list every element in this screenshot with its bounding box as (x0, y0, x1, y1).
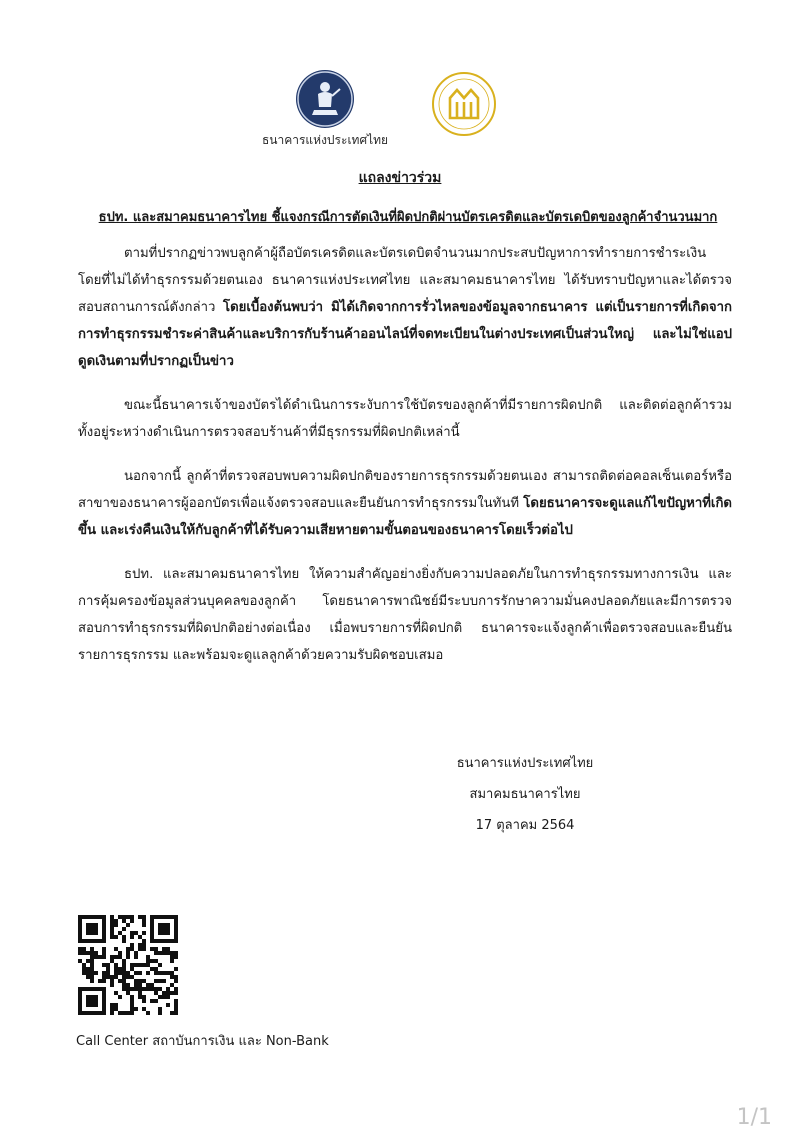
paragraph-1-bold: โดยเบื้องต้นพบว่า มิได้เกิดจากการรั่วไหลของข้อมูลจากธนาคาร แต่เป็นรายการที่เกิดจากการทำธุรกรรมชำระค่าสินค้าและบริการกับร้านค้าออนไลน์ที่จดทะเบียนในต่างประเทศเป็นส่วนใหญ่ และไม่ใช่แอปดูดเงินตามที่ปรากฏเป็นข่าว (78, 300, 733, 369)
document-headline: ธปท. และสมาคมธนาคารไทย ชี้แจงกรณีการตัดเงินที่ผิดปกติผ่านบัตรเครดิตและบัตรเดบิตของลูกค้าจำนวนมาก (98, 210, 718, 225)
paragraph-3-bold: โดยธนาคารจะดูแลแก้ไขปัญหาที่เกิดขึ้น และเร่งคืนเงินให้กับลูกค้าที่ได้รับความเสียหายตามขั้นตอนของธนาคารโดยเร็วต่อไป (78, 496, 732, 538)
thai-bankers-association-logo (430, 70, 498, 138)
signature-org-2: สมาคมธนาคารไทย (469, 787, 581, 802)
paragraph-3 (78, 463, 732, 544)
document-body (78, 240, 732, 686)
paragraph-3-text: นอกจากนี้ ลูกค้าที่ตรวจสอบพบความผิดปกติของรายการธุรกรรมด้วยตนเอง สามารถติดต่อคอลเซ็นเตอร์หรือสาขาของธนาคารผู้ออกบัตรเพื่อแจ้งตรวจสอบและยืนยันการทำธุรกรรมในทันที (78, 469, 732, 511)
document-type: แถลงข่าวร่วม (358, 170, 442, 186)
page-indicator: 1/1 (736, 1105, 772, 1130)
qr-code-icon[interactable] (78, 915, 178, 1015)
signature-org-1: ธนาคารแห่งประเทศไทย (456, 756, 594, 771)
bank-of-thailand-logo (296, 70, 354, 128)
signature-date: 17 ตุลาคม 2564 (475, 818, 575, 833)
qr-caption: Call Center สถาบันการเงิน และ Non-Bank (76, 1034, 329, 1049)
signature-block (430, 748, 620, 841)
paragraph-1-text: ตามที่ปรากฏข่าวพบลูกค้าผู้ถือบัตรเครดิตและบัตรเดบิตจำนวนมากประสบปัญหาการทำรายการชำระเงิน โดยที่ไม่ได้ทำธุรกรรมด้วยตนเอง ธนาคารแห่งประเทศไทย และสมาคมธนาคารไทย ได้รับทราบปัญหาและได้ตรวจสอบสถานการณ์ดังกล่าว (78, 246, 732, 315)
bot-name-caption: ธนาคารแห่งประเทศไทย (261, 133, 389, 147)
paragraph-1 (78, 240, 732, 375)
paragraph-2: ขณะนี้ธนาคารเจ้าของบัตรได้ดำเนินการระงับการใช้บัตรของลูกค้าที่มีรายการผิดปกติ และติดต่อลูกค้ารวมทั้งอยู่ระหว่างดำเนินการตรวจสอบร้านค้าที่มีธุรกรรมที่ผิดปกติเหล่านี้ (78, 398, 732, 440)
paragraph-4: ธปท. และสมาคมธนาคารไทย ให้ความสำคัญอย่างยิ่งกับความปลอดภัยในการทำธุรกรรมทางการเงิน และการคุ้มครองข้อมูลส่วนบุคคลของลูกค้า โดยธนาคารพาณิชย์มีระบบการรักษาความมั่นคงปลอดภัยและมีการตรวจสอบการทำธุรกรรมที่ผิดปกติอย่างต่อเนื่อง เมื่อพบรายการที่ผิดปกติ ธนาคารจะแจ้งลูกค้าเพื่อตรวจสอบและยืนยันรายการธุรกรรม และพร้อมจะดูแลลูกค้าด้วยความรับผิดชอบเสมอ (78, 567, 732, 663)
